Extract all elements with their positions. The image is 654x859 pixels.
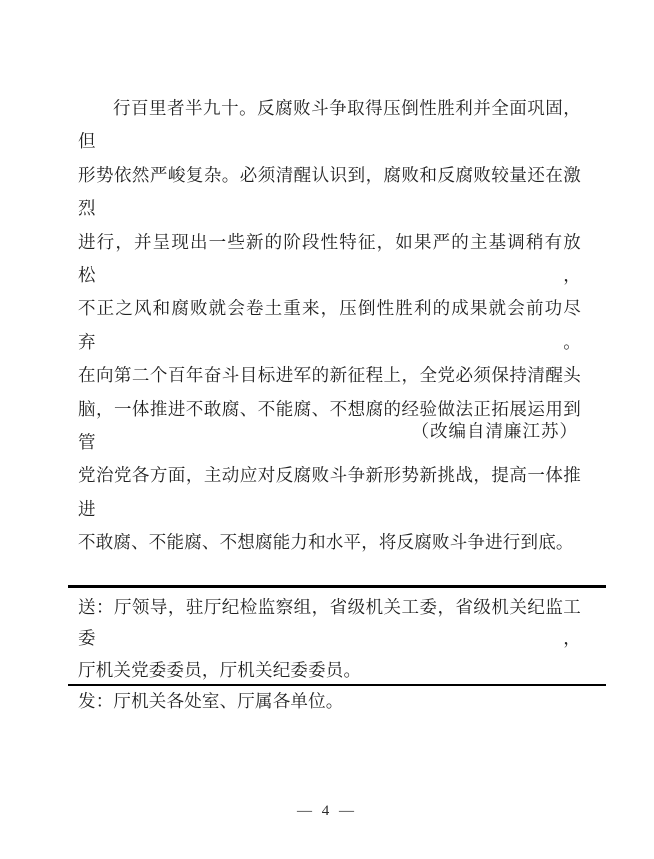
body-line: 不正之风和腐败就会卷土重来，压倒性胜利的成果就会前功尽弃。 [78, 298, 581, 352]
issue-to-line: 发：厅机关各处室、厅属各单位。 [78, 690, 344, 711]
distribution-block [78, 592, 581, 717]
body-paragraph [78, 92, 581, 560]
page-number: — 4 — [297, 803, 357, 819]
distribution-separator-top [68, 585, 606, 588]
attribution-line: （改编自清廉江苏） [411, 421, 578, 441]
send-to-line: 送：厅领导，驻厅纪检监察组，省级机关工委，省级机关纪监工委， [78, 597, 581, 649]
body-line: 形势依然严峻复杂。必须清醒认识到，腐败和反腐败较量还在激烈 [78, 164, 581, 219]
body-line: 党治党各方面，主动应对反腐败斗争新形势新挑战，提高一体推进 [78, 465, 581, 519]
body-line: 进行，并呈现出一些新的阶段性特征，如果严的主基调稍有放松， [78, 231, 581, 286]
distribution-separator-bottom [68, 684, 606, 686]
body-line: 在向第二个百年奋斗目标进军的新征程上，全党必须保持清醒头 [78, 365, 581, 386]
send-to-continuation-line: 厅机关党委委员，厅机关纪委委员。 [78, 659, 362, 680]
body-line: 不敢腐、不能腐、不想腐能力和水平，将反腐败斗争进行到底。 [78, 532, 574, 553]
body-line: 脑，一体推进不敢腐、不能腐、不想腐的经验做法正拓展运用到管 [78, 398, 581, 453]
body-line: 行百里者半九十。反腐败斗争取得压倒性胜利并全面巩固，但 [78, 98, 581, 152]
